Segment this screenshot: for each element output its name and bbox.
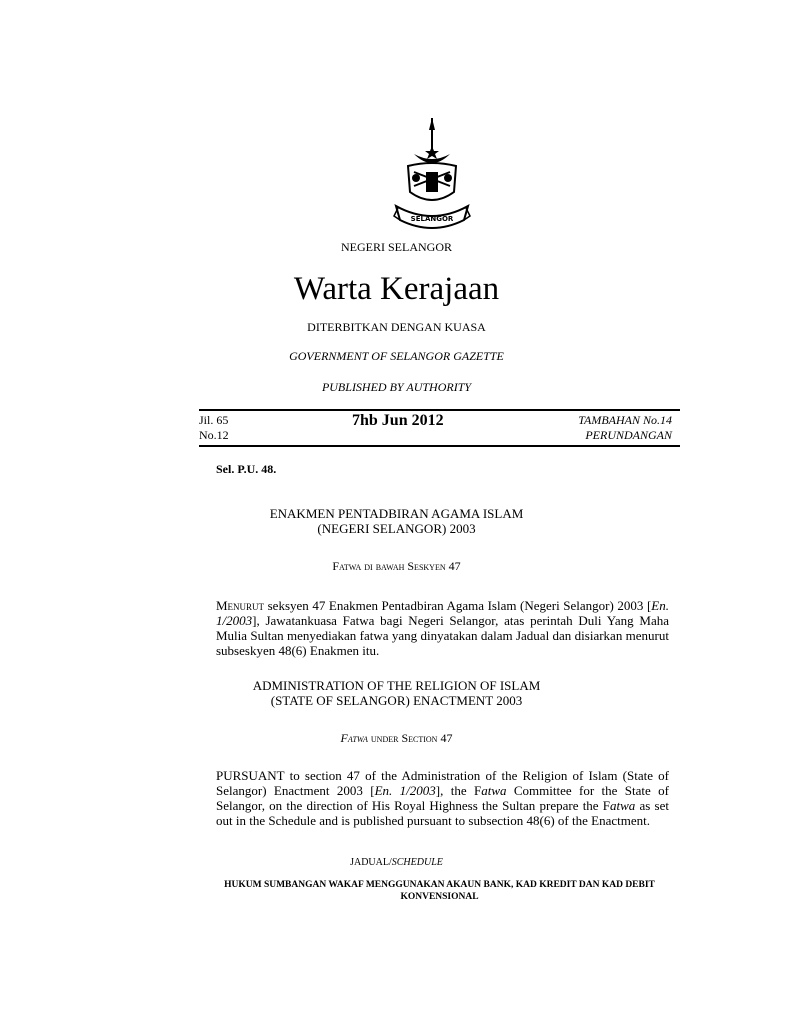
en-para-ref: En. 1/2003 — [374, 783, 436, 798]
schedule-heading-en: SCHEDULE — [391, 857, 443, 868]
gazette-title: Warta Kerajaan — [293, 271, 500, 307]
number-label: No.12 — [199, 428, 229, 442]
ms-enactment-title-line2: (NEGERI SELANGOR) 2003 — [317, 521, 476, 536]
en-enactment-title-line1: ADMINISTRATION OF THE RELIGION OF ISLAM — [252, 678, 541, 693]
en-para-text-4: as set out in the Schedule and is published pursuant to subsection 48(6) of the Enactment. — [216, 798, 669, 828]
en-fatwa-heading — [0, 731, 793, 746]
en-fatwa-rest: under Section 47 — [367, 731, 453, 745]
en-para-text-1: PURSUANT to section 47 of the Administration of the Religion of Islam (State of Selangor) Enactment 2003 [ — [216, 768, 669, 798]
en-fatwa-word: Fatwa — [340, 731, 368, 745]
en-para-fatwa-1: atwa — [481, 783, 507, 798]
ms-fatwa-heading: Fatwa di bawah Seskyen 47 — [332, 559, 461, 573]
schedule-heading — [0, 857, 793, 868]
ms-enactment-title-line1: ENAKMEN PENTADBIRAN AGAMA ISLAM — [269, 506, 524, 521]
supplement-label: TAMBAHAN No.14 — [578, 413, 672, 427]
volume-label: Jil. 65 — [199, 413, 229, 427]
en-paragraph — [216, 768, 669, 828]
schedule-heading-ms: JADUAL/ — [350, 857, 392, 868]
bottom-rule — [199, 445, 680, 447]
category-label: PERUNDANGAN — [585, 428, 672, 442]
top-rule — [199, 409, 680, 411]
crest-banner-text: SELANGOR — [410, 215, 454, 223]
ms-paragraph — [216, 598, 669, 658]
issue-date: 7hb Jun 2012 — [352, 412, 444, 429]
ms-para-text-1: seksyen 47 Enakmen Pentadbiran Agama Islam (Negeri Selangor) 2003 [ — [264, 598, 652, 613]
schedule-title: HUKUM SUMBANGAN WAKAF MENGGUNAKAN AKAUN BANK, KAD KREDIT DAN KAD DEBIT KONVENSIONAL — [224, 880, 655, 902]
state-name: NEGERI SELANGOR — [341, 240, 452, 254]
ms-para-lead: Menurut — [216, 598, 265, 613]
published-by-en: PUBLISHED BY AUTHORITY — [321, 380, 472, 394]
selangor-crest-logo — [392, 116, 472, 236]
published-by-ms: DITERBITKAN DENGAN KUASA — [307, 320, 486, 334]
gazette-title-en: GOVERNMENT OF SELANGOR GAZETTE — [289, 349, 504, 363]
en-para-text-2: ], the F — [435, 783, 482, 798]
ms-para-text-2: ], Jawatankuasa Fatwa bagi Negeri Selangor, atas perintah Duli Yang Maha Mulia Sultan menyediakan fatwa yang dinyatakan dalam Jadual dan disiarkan menurut subseskyen 48(6) Enakmen itu. — [216, 613, 669, 658]
en-para-text-3: Committee for the State of Selangor, on the direction of His Royal Highness the Sultan prepare the F — [216, 783, 669, 813]
notice-reference: Sel. P.U. 48. — [216, 462, 277, 476]
ms-para-ref: En. 1/2003 — [216, 598, 669, 628]
en-enactment-title-line2: (STATE OF SELANGOR) ENACTMENT 2003 — [270, 693, 523, 708]
en-para-fatwa-2: atwa — [610, 798, 636, 813]
